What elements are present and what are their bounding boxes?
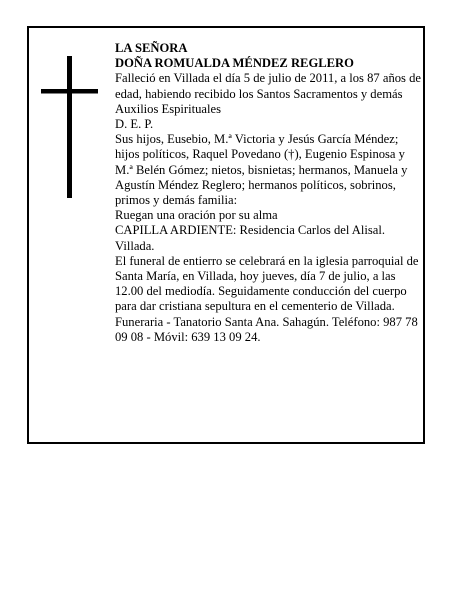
obituary-card (27, 26, 425, 444)
notice-paragraph: D. E. P. (115, 117, 154, 132)
notice-paragraph: CAPILLA ARDIENTE: Residencia Carlos del Alisal. Villada. (115, 223, 386, 253)
deceased-name: DOÑA ROMUALDA MÉNDEZ REGLERO (115, 56, 354, 71)
notice-paragraph: Sus hijos, Eusebio, M.ª Victoria y Jesús García Méndez; hijos políticos, Raquel Povedano (†), Eugenio Espinosa y M.ª Belén Gómez; nietos, bisnietas; hermanos, Manuela y Agustín Méndez Reglero; hermanos políticos, sobrinos, primos y demás familia: (115, 132, 408, 208)
notice-title: LA SEÑORA (115, 41, 188, 55)
cross-icon (29, 28, 113, 203)
obituary-text (115, 41, 421, 345)
notice-paragraph: Funeraria - Tanatorio Santa Ana. Sahagún. Teléfono: 987 78 09 08 - Móvil: 639 13 09 24. (115, 314, 418, 344)
notice-paragraph: El funeral de entierro se celebrará en la iglesia parroquial de Santa María, en Villada, hoy jueves, día 7 de julio, a las 12.00 del mediodía. Seguidamente conducción del cuerpo para dar cristiana sepultura en el cementerio de Villada. (115, 253, 419, 314)
notice-paragraph: Falleció en Villada el día 5 de julio de 2011, a los 87 años de edad, habiendo recibido los Santos Sacramentos y demás Auxilios Espirituales (115, 71, 421, 116)
notice-paragraph: Ruegan una oración por su alma (115, 208, 278, 223)
